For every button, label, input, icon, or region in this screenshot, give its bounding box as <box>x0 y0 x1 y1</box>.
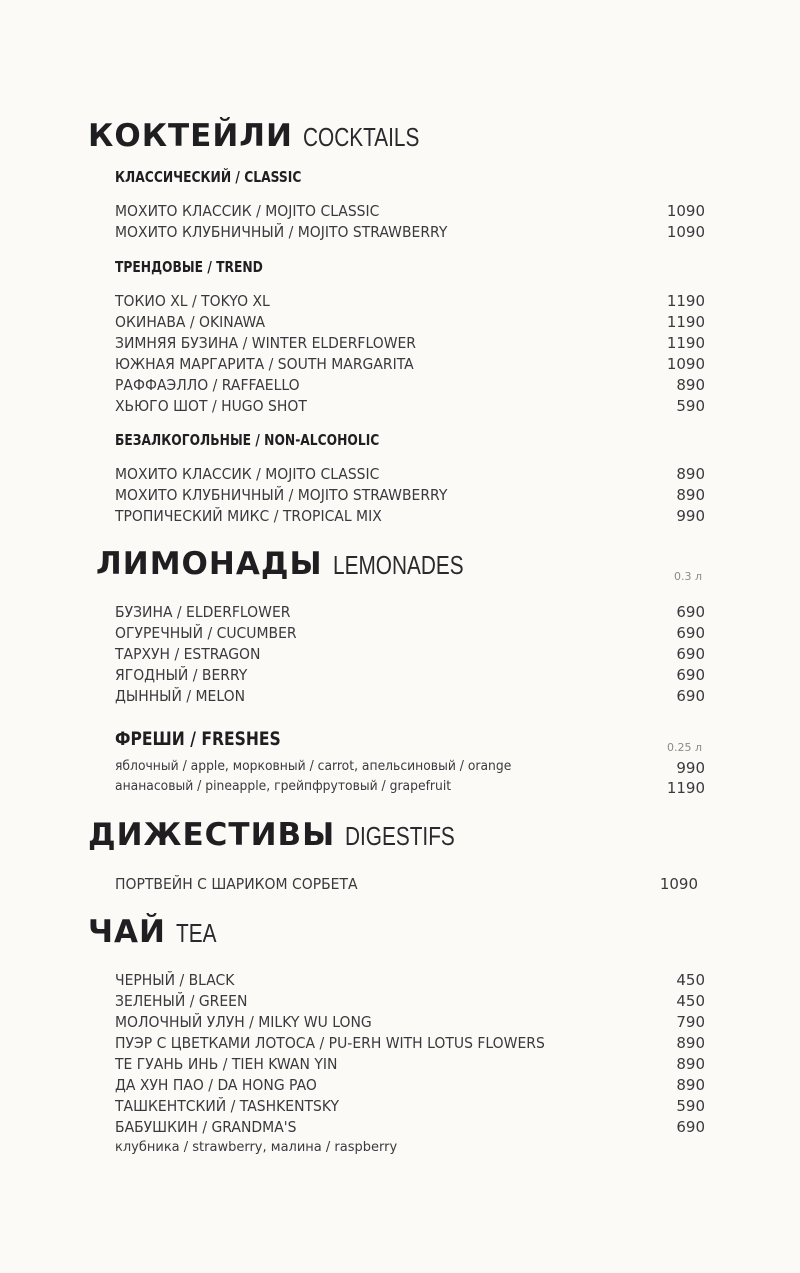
menu-item <box>115 1055 705 1076</box>
menu-item <box>115 507 705 528</box>
item-name: ОГУРЕЧНЫЙ / CUCUMBER <box>115 624 297 642</box>
item-price: 890 <box>676 1034 705 1052</box>
item-price: 890 <box>676 486 705 504</box>
tea-title-en: TEA <box>176 918 217 948</box>
lemonades-title-ru: ЛИМОНАДЫ <box>96 546 323 582</box>
item-price: 1090 <box>666 202 705 220</box>
item-name: ЧЕРНЫЙ / BLACK <box>115 971 235 989</box>
menu-item <box>115 971 705 992</box>
item-price: 890 <box>676 465 705 483</box>
cocktails-heading <box>88 118 448 154</box>
item-price: 450 <box>676 992 705 1010</box>
item-name: ЯГОДНЫЙ / BERRY <box>115 666 248 684</box>
item-name: МОХИТО КЛАССИК / MOJITO CLASSIC <box>115 202 380 220</box>
menu-item <box>115 1118 705 1139</box>
menu-item <box>115 992 705 1013</box>
item-name: ЗИМНЯЯ БУЗИНА / WINTER ELDERFLOWER <box>115 334 417 352</box>
item-price: 1190 <box>666 313 705 331</box>
menu-item <box>115 486 705 507</box>
menu-item <box>115 223 705 244</box>
freshes-subheading: ФРЕШИ / FRESHES <box>115 728 281 750</box>
cocktails-title-ru: КОКТЕЙЛИ <box>88 118 293 154</box>
item-name: МОХИТО КЛУБНИЧНЫЙ / MOJITO STRAWBERRY <box>115 223 448 241</box>
menu-item <box>115 875 698 896</box>
item-price: 790 <box>676 1013 705 1031</box>
menu-item <box>115 1076 705 1097</box>
item-price: 990 <box>676 507 705 525</box>
menu-item <box>115 376 705 397</box>
item-price: 690 <box>676 645 705 663</box>
item-price: 990 <box>676 759 705 777</box>
item-name: БУЗИНА / ELDERFLOWER <box>115 603 291 621</box>
menu-item <box>115 355 705 376</box>
menu-item <box>115 465 705 486</box>
menu-item <box>115 624 705 645</box>
item-price: 1190 <box>666 779 705 797</box>
item-price: 890 <box>676 376 705 394</box>
menu-item <box>115 1013 705 1034</box>
digestifs-heading <box>88 817 483 853</box>
menu-item <box>115 759 705 780</box>
menu-item <box>115 292 705 313</box>
lemonades-volume: 0.3 л <box>673 570 702 583</box>
menu-item <box>115 334 705 355</box>
menu-item <box>115 1034 705 1055</box>
menu-item <box>115 603 705 624</box>
item-price: 890 <box>676 1076 705 1094</box>
item-price: 590 <box>676 397 705 415</box>
item-price: 450 <box>676 971 705 989</box>
item-name: РАФФАЭЛЛО / RAFFAELLO <box>115 376 300 394</box>
item-name: МОХИТО КЛАССИК / MOJITO CLASSIC <box>115 465 380 483</box>
item-price: 890 <box>676 1055 705 1073</box>
menu-item <box>115 645 705 666</box>
item-price: 690 <box>676 624 705 642</box>
menu-item <box>115 687 705 708</box>
menu-item <box>115 779 705 800</box>
menu-item <box>115 202 705 223</box>
item-name: ПУЭР С ЦВЕТКАМИ ЛОТОСА / PU-ERH WITH LOTUS FLOWERS <box>115 1034 545 1052</box>
item-price: 1090 <box>666 355 705 373</box>
item-name: МОХИТО КЛУБНИЧНЫЙ / MOJITO STRAWBERRY <box>115 486 448 504</box>
item-price: 590 <box>676 1097 705 1115</box>
trend-subheading: ТРЕНДОВЫЕ / TREND <box>115 258 263 276</box>
item-name: ПОРТВЕЙН С ШАРИКОМ СОРБЕТА <box>115 875 358 893</box>
item-price: 1090 <box>659 875 698 893</box>
item-name: ТРОПИЧЕСКИЙ МИКС / TROPICAL MIX <box>115 507 382 525</box>
item-name: ДА ХУН ПАО / DA HONG PAO <box>115 1076 317 1094</box>
item-price: 1090 <box>666 223 705 241</box>
item-name: МОЛОЧНЫЙ УЛУН / MILKY WU LONG <box>115 1013 372 1031</box>
item-price: 690 <box>676 687 705 705</box>
menu-item <box>115 1097 705 1118</box>
menu-item <box>115 666 705 687</box>
item-name: ХЬЮГО ШОТ / HUGO SHOT <box>115 397 307 415</box>
cocktails-title-en: COCKTAILS <box>303 122 420 152</box>
item-name: ОКИНАВА / OKINAWA <box>115 313 266 331</box>
item-name: яблочный / apple, морковный / carrot, апельсиновый / orange <box>115 759 512 774</box>
item-name: БАБУШКИН / GRANDMA'S <box>115 1118 297 1136</box>
menu-item <box>115 313 705 334</box>
item-name: ТОКИО XL / TOKYO XL <box>115 292 270 310</box>
tea-heading <box>88 914 227 950</box>
item-price: 690 <box>676 666 705 684</box>
non-alcoholic-subheading: БЕЗАЛКОГОЛЬНЫЕ / NON-ALCOHOLIC <box>115 431 380 449</box>
item-price: 690 <box>676 603 705 621</box>
item-name: ЗЕЛЕНЫЙ / GREEN <box>115 992 248 1010</box>
item-name: ЮЖНАЯ МАРГАРИТА / SOUTH MARGARITA <box>115 355 414 373</box>
item-name: ТЕ ГУАНЬ ИНЬ / TIEH KWAN YIN <box>115 1055 338 1073</box>
classic-subheading: КЛАССИЧЕСКИЙ / CLASSIC <box>115 168 302 186</box>
item-name: ананасовый / pineapple, грейпфрутовый / grapefruit <box>115 779 452 794</box>
menu-item <box>115 397 705 418</box>
tea-title-ru: ЧАЙ <box>88 914 166 950</box>
digestifs-title-ru: ДИЖЕСТИВЫ <box>88 817 336 853</box>
item-name: ТАШКЕНТСКИЙ / TASHKENTSKY <box>115 1097 340 1115</box>
item-name: ТАРХУН / ESTRAGON <box>115 645 261 663</box>
item-name: ДЫННЫЙ / MELON <box>115 687 246 705</box>
tea-note: клубника / strawberry, малина / raspberry <box>115 1140 398 1155</box>
lemonades-title-en: LEMONADES <box>332 550 464 580</box>
digestifs-title-en: DIGESTIFS <box>345 821 456 851</box>
freshes-volume: 0.25 л <box>666 741 702 754</box>
item-price: 690 <box>676 1118 705 1136</box>
lemonades-heading <box>96 546 496 582</box>
item-price: 1190 <box>666 334 705 352</box>
item-price: 1190 <box>666 292 705 310</box>
